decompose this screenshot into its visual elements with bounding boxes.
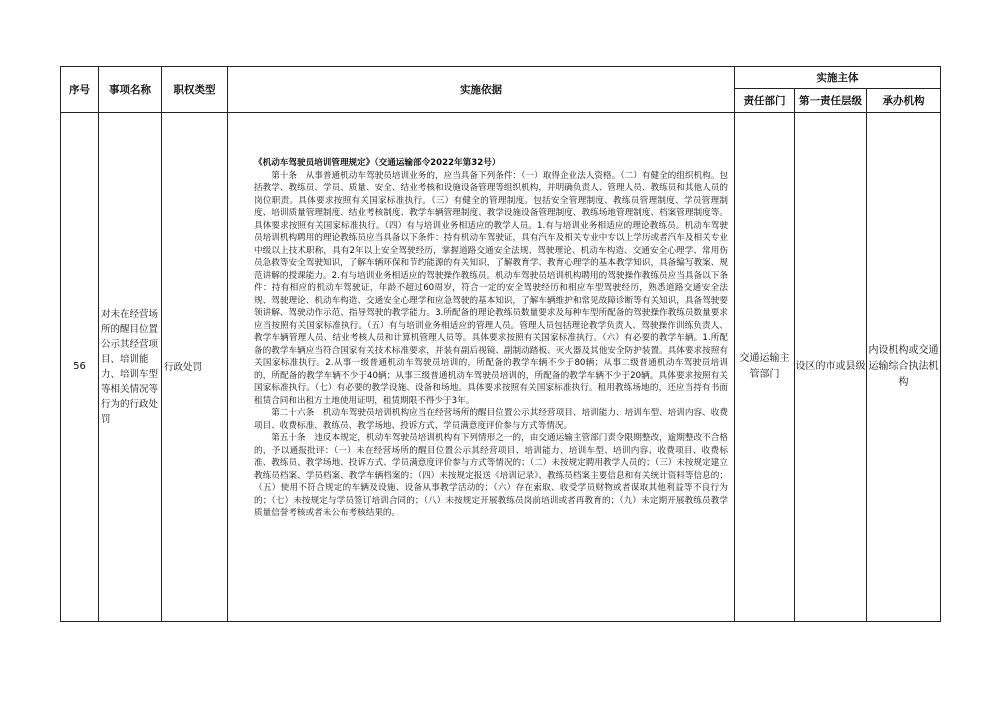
basis-article-50: 第五十条 违反本规定，机动车驾驶员培训机构有下列情形之一的，由交通运输主管部门责令限期整改，逾期整改不合格的，予以通报批评：（一）未在经营场所的醒目位置公示其经营项目、培训能力、培训车型、培训内容、收费项目、收费标准、教练员、教学场地、投诉方式、学员满意度评价参与方式等情况的；（二）未按规定聘用教学人员的；（三）未按规定建立教练员档案、学员档案、教学车辆档案的；（四）未按规定报送《培训记录》、教练员档案主要信息和有关统计资料等信息的；（五）使用不符合规定的车辆及设施、设备从事教学活动的；（六）存在索取、收受学员财物或者谋取其他利益等不良行为的；（七）未按规定与学员签订培训合同的；（八）未按规定开展教练员岗前培训或者再教育的；（九）未定期开展教练员教学质量信誉考核或者未公布考核结果的。 xyxy=(254,433,728,518)
basis-article-10: 第十条 从事普通机动车驾驶员培训业务的，应当具备下列条件：（一）取得企业法人资格。（二）有健全的组织机构。包括教学、教练员、学员、质量、安全、结业考核和设施设备管理等组织机构，并明确负责人、管理人员、教练员和其他人员的岗位职责。具体要求按照有关国家标准执行。（三）有健全的管理制度。包括安全管理制度、教练员管理制度、学员管理制度、培训质量管理制度、结业考核制度、教学车辆管理制度、教学设施设备管理制度、教练场地管理制度、档案管理制度等。具体要求按照有关国家标准执行。（四）有与培训业务相适应的教学人员。1.有与培训业务相适应的理论教练员。机动车驾驶员培训机构聘用的理论教练员应当具备以下条件：持有机动车驾驶证，具有汽车及相关专业中专以上学历或者汽车及相关专业中级以上技术职称，具有2年以上安全驾驶经历，掌握道路交通安全法规、驾驶理论、机动车构造、交通安全心理学、常用伤员急救等安全驾驶知识，了解车辆环保和节约能源的有关知识，了解教育学、教育心理学的基本教学知识，具备编写教案、规范讲解的授课能力。2.有与培训业务相适应的驾驶操作教练员。机动车驾驶员培训机构聘用的驾驶操作教练员应当具备以下条件：持有相应的机动车驾驶证，年龄不超过60周岁，符合一定的安全驾驶经历和相应车型驾驶经历，熟悉道路交通安全法规、驾驶理论、机动车构造、交通安全心理学和应急驾驶的基本知识，了解车辆维护和常见故障诊断等有关知识，具备驾驶要领讲解、驾驶动作示范、指导驾驶的教学能力。3.所配备的理论教练员数量要求及每种车型所配备的驾驶操作教练员数量要求应当按照有关国家标准执行。（五）有与培训业务相适应的管理人员。管理人员包括理论教学负责人、驾驶操作训练负责人、教学车辆管理人员、结业考核人员和计算机管理人员等。具体要求按照有关国家标准执行。（六）有必要的教学车辆。1.所配备的教学车辆应当符合国家有关技术标准要求，并装有副后视镜、副制动踏板、灭火器及其他安全防护装置。具体要求按照有关国家标准执行。2.从事一级普通机动车驾驶员培训的，所配备的教学车辆不少于80辆；从事二级普通机动车驾驶员培训的，所配备的教学车辆不少于40辆；从事三级普通机动车驾驶员培训的，所配备的教学车辆不少于20辆。具体要求按照有关国家标准执行。（七）有必要的教学设施、设备和场地。具体要求按照有关国家标准执行。租用教练场地的，还应当持有书面租赁合同和出租方土地使用证明，租赁期限不得少于3年。 xyxy=(254,170,728,406)
header-subject: 实施主体 xyxy=(735,67,941,89)
cell-seq: 56 xyxy=(61,113,99,622)
header-dept: 责任部门 xyxy=(735,89,795,113)
cell-dept: 交通运输主管部门 xyxy=(735,113,795,622)
cell-level: 设区的市或县级 xyxy=(795,113,867,622)
implementation-table xyxy=(60,66,941,622)
header-basis: 实施依据 xyxy=(228,67,735,113)
table-row xyxy=(61,113,941,622)
header-agency: 承办机构 xyxy=(867,89,941,113)
cell-power-type: 行政处罚 xyxy=(162,113,228,622)
cell-agency: 内设机构或交通运输综合执法机构 xyxy=(867,113,941,622)
header-level: 第一责任层级 xyxy=(795,89,867,113)
header-seq: 序号 xyxy=(61,67,99,113)
cell-basis xyxy=(228,113,735,622)
header-item-name: 事项名称 xyxy=(99,67,162,113)
header-power-type: 职权类型 xyxy=(162,67,228,113)
basis-article-26: 第二十六条 机动车驾驶员培训机构应当在经营场所的醒目位置公示其经营项目、培训能力、培训车型、培训内容、收费项目、收费标准、教练员、教学场地、投诉方式、学员满意度评价参与方式等情况。 xyxy=(254,408,728,431)
basis-title: 《机动车驾驶员培训管理规定》（交通运输部令2022年第32号） xyxy=(254,158,501,168)
cell-item-name: 对未在经营场所的醒目位置公示其经营项目、培训能力、培训车型等相关情况等行为的行政处罚 xyxy=(99,113,162,622)
